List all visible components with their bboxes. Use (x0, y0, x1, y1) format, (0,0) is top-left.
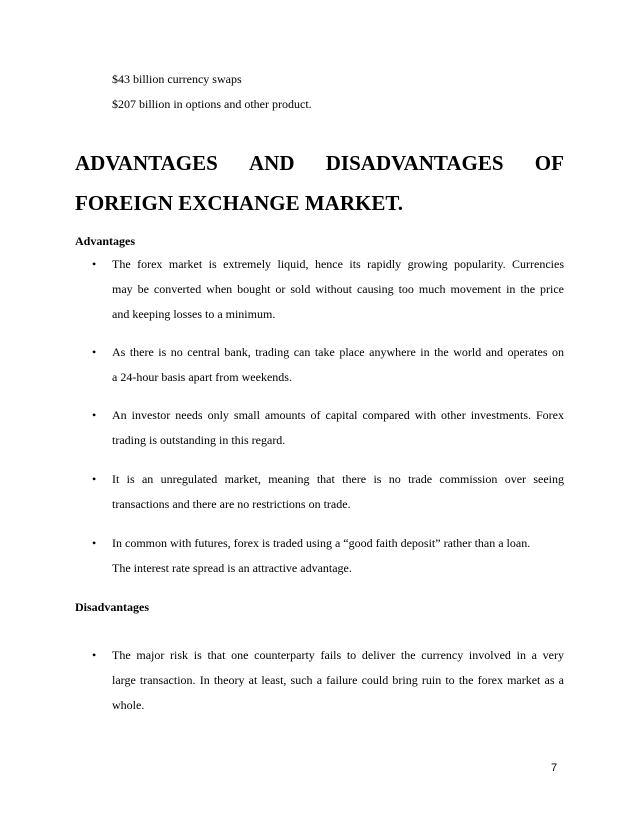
advantage-item-1 (112, 257, 564, 332)
advantage-item-5 (112, 536, 564, 586)
paragraph-line: large transaction. In theory at least, such a failure could bring ruin to the forex market as a (112, 673, 564, 687)
section-heading-line-2: FOREIGN EXCHANGE MARKET. (75, 191, 404, 215)
intro-line-options: $207 billion in options and other product. (112, 97, 312, 111)
paragraph-line: may be converted when bought or sold without causing too much movement in the price (112, 282, 564, 296)
bullet-icon: • (92, 536, 97, 550)
advantage-item-3 (112, 408, 564, 458)
paragraph-line: and keeping losses to a minimum. (112, 307, 276, 321)
paragraph-line: The forex market is extremely liquid, hence its rapidly growing popularity. Currencies (112, 257, 564, 271)
intro-line-currency-swaps: $43 billion currency swaps (112, 72, 242, 86)
paragraph-line: It is an unregulated market, meaning that there is no trade commission over seeing (112, 472, 564, 486)
paragraph-line: whole. (112, 698, 145, 712)
heading-word: ADVANTAGES (75, 151, 218, 175)
disadvantages-subheading: Disadvantages (75, 600, 150, 614)
paragraph-line: As there is no central bank, trading can take place anywhere in the world and operates on (112, 345, 564, 359)
paragraph-line: In common with futures, forex is traded using a “good faith deposit” rather than a loan. (112, 536, 531, 550)
page-number: 7 (551, 762, 558, 774)
bullet-icon: • (92, 408, 97, 422)
paragraph-line: The interest rate spread is an attractive advantage. (112, 561, 352, 575)
disadvantage-item-1 (112, 648, 564, 723)
advantages-subheading: Advantages (75, 234, 136, 248)
bullet-icon: • (92, 345, 97, 359)
paragraph-line: trading is outstanding in this regard. (112, 433, 286, 447)
heading-word: AND (249, 151, 295, 175)
bullet-icon: • (92, 648, 97, 662)
paragraph-line: a 24-hour basis apart from weekends. (112, 370, 292, 384)
bullet-icon: • (92, 257, 97, 271)
advantage-item-2 (112, 345, 564, 395)
paragraph-line: transactions and there are no restrictions on trade. (112, 497, 351, 511)
paragraph-line: The major risk is that one counterparty fails to deliver the currency involved in a very (112, 648, 564, 662)
heading-word: DISADVANTAGES (325, 151, 504, 175)
heading-word: OF (534, 151, 564, 175)
paragraph-line: An investor needs only small amounts of capital compared with other investments. Forex (112, 408, 564, 422)
bullet-icon: • (92, 472, 97, 486)
advantage-item-4 (112, 472, 564, 522)
section-heading-line-1 (75, 150, 564, 176)
